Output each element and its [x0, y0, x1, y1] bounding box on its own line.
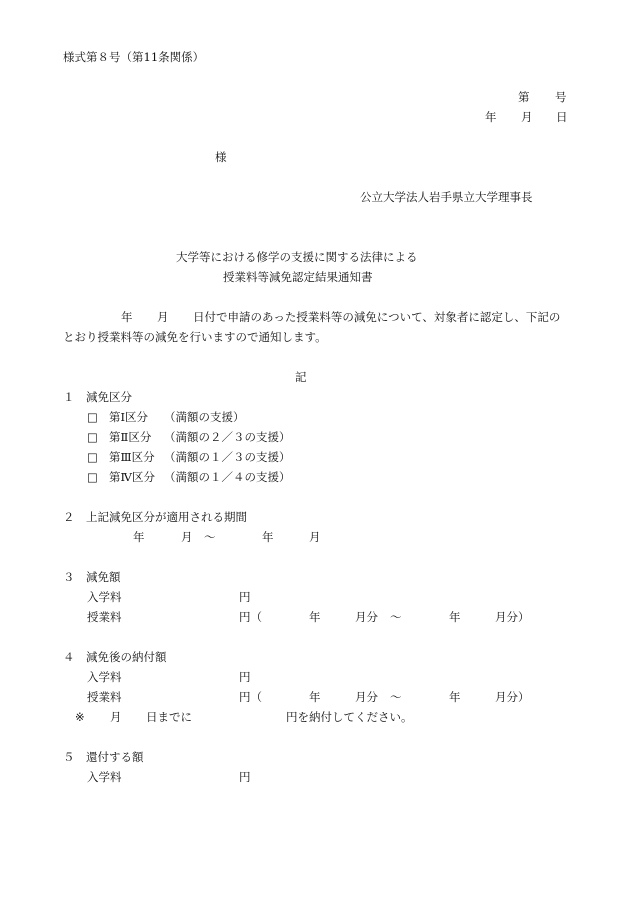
category-label: 第Ⅱ区分 — [109, 430, 152, 444]
addressee-suffix: 様 — [215, 150, 227, 164]
category-desc: （満額の支援） — [164, 410, 245, 424]
intro-year: 年 — [121, 310, 133, 324]
issuer-name: 公立大学法人岩手県立大学理事長 — [360, 190, 533, 204]
period-start-year: 年 — [133, 530, 145, 544]
reduction-tuition-month-1: 月分 — [355, 610, 378, 624]
refund-entrance-yen: 円 — [239, 770, 251, 784]
category-label: 第Ⅲ区分 — [109, 450, 155, 464]
payment-entrance-label: 入学料 — [87, 670, 122, 684]
checkbox-icon[interactable]: □ — [87, 470, 98, 484]
section-5-title: ５ 還付する額 — [63, 750, 144, 764]
payment-tuition-label: 授業料 — [87, 690, 122, 704]
reduction-entrance-yen: 円 — [239, 590, 251, 604]
period-start-month: 月 — [181, 530, 193, 544]
form-number: 様式第８号（第11条関係） — [63, 50, 205, 64]
reduction-tuition-year-2: 年 — [449, 610, 461, 624]
payment-tuition-year-1: 年 — [309, 690, 321, 704]
note-mark: ※ — [75, 710, 85, 724]
intro-line-2: とおり授業料等の減免を行いますので通知します。 — [63, 330, 327, 344]
period-end-month: 月 — [309, 530, 321, 544]
reduction-tuition-tilde: ～ — [390, 610, 402, 624]
section-4-title: ４ 減免後の納付額 — [63, 650, 167, 664]
note-deadline: 日までに — [146, 710, 192, 724]
checkbox-icon[interactable]: □ — [87, 430, 98, 444]
date-day: 日 — [556, 110, 568, 124]
reduction-entrance-label: 入学料 — [87, 590, 122, 604]
intro-month: 月 — [157, 310, 169, 324]
period-tilde: ～ — [204, 530, 216, 544]
checkbox-icon[interactable]: □ — [87, 410, 98, 424]
category-desc: （満額の２／３の支援） — [164, 430, 291, 444]
payment-entrance-yen: 円 — [239, 670, 251, 684]
category-label: 第Ⅰ区分 — [109, 410, 149, 424]
section-3-title: ３ 減免額 — [63, 570, 121, 584]
reduction-tuition-label: 授業料 — [87, 610, 122, 624]
category-label: 第Ⅳ区分 — [109, 470, 155, 484]
ki-heading: 記 — [295, 370, 307, 384]
title-line-2: 授業料等減免認定結果通知書 — [223, 270, 373, 284]
section-2-title: ２ 上記減免区分が適用される期間 — [63, 510, 247, 524]
category-desc: （満額の１／３の支援） — [164, 450, 291, 464]
reduction-tuition-month-2: 月分） — [495, 610, 530, 624]
doc-number-go: 号 — [555, 90, 567, 104]
payment-tuition-year-2: 年 — [449, 690, 461, 704]
intro-line-1: 日付で申請のあった授業料等の減免について、対象者に認定し、下記の — [193, 310, 561, 324]
date-month: 月 — [521, 110, 533, 124]
payment-tuition-tilde: ～ — [390, 690, 402, 704]
refund-entrance-label: 入学料 — [87, 770, 122, 784]
doc-number-dai: 第 — [518, 90, 530, 104]
date-year: 年 — [485, 110, 497, 124]
period-end-year: 年 — [262, 530, 274, 544]
checkbox-icon[interactable]: □ — [87, 450, 98, 464]
payment-tuition-month-2: 月分） — [495, 690, 530, 704]
category-desc: （満額の１／４の支援） — [164, 470, 291, 484]
reduction-tuition-year-1: 年 — [309, 610, 321, 624]
payment-tuition-month-1: 月分 — [355, 690, 378, 704]
payment-tuition-yen: 円（ — [239, 690, 262, 704]
title-line-1: 大学等における修学の支援に関する法律による — [176, 250, 418, 264]
note-month: 月 — [110, 710, 122, 724]
section-1-title: １ 減免区分 — [63, 390, 132, 404]
reduction-tuition-yen: 円（ — [239, 610, 262, 624]
note-pay-instruction: 円を納付してください。 — [286, 710, 413, 724]
